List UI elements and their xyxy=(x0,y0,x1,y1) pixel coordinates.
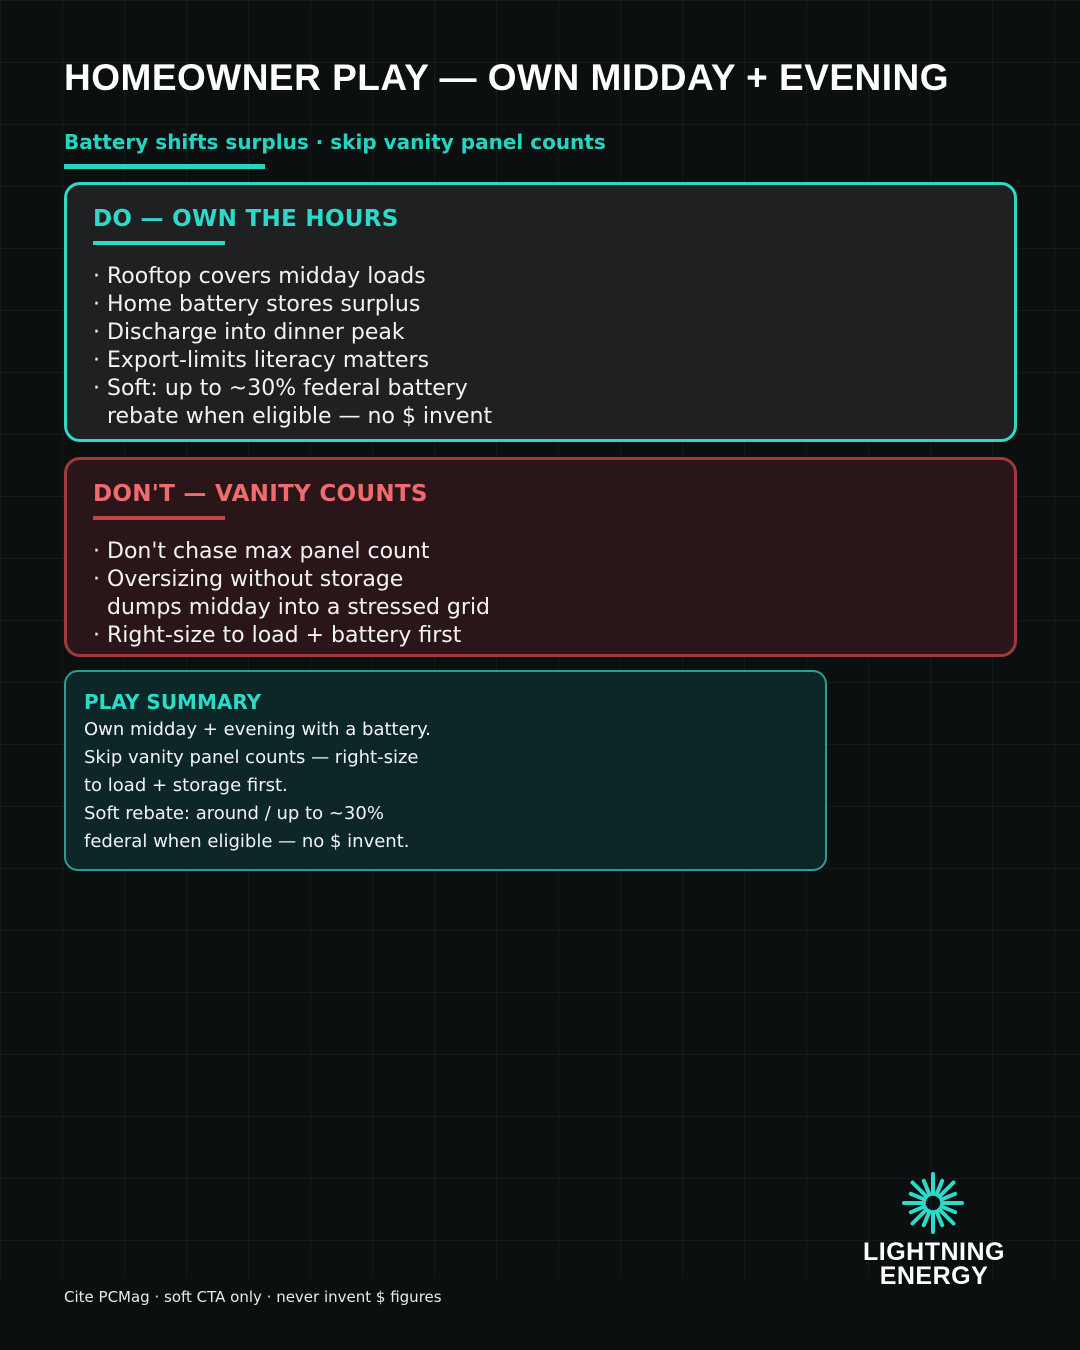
footer-note: Cite PCMag · soft CTA only · never invent $ figures xyxy=(64,1288,442,1306)
do-list-item: · Rooftop covers midday loads xyxy=(93,263,988,291)
brand-logo-text xyxy=(836,1240,1032,1288)
play-summary-card xyxy=(64,670,827,871)
do-heading-underline xyxy=(93,241,225,245)
do-list-item: · Export-limits literacy matters xyxy=(93,347,988,375)
summary-body: Own midday + evening with a battery. Skip vanity panel counts — right-size to load + storage first. Soft rebate: around / up to ~30% federal when eligible — no $ invent. xyxy=(84,719,431,852)
dont-card-heading: DON'T — VANITY COUNTS xyxy=(93,481,428,507)
dont-list-item: · Don't chase max panel count xyxy=(93,538,988,566)
do-card-heading: DO — OWN THE HOURS xyxy=(93,206,399,232)
page-subtitle: Battery shifts surplus · skip vanity panel counts xyxy=(64,130,606,154)
do-list-item: · Soft: up to ~30% federal battery rebate when eligible — no $ invent xyxy=(93,375,988,431)
page-title: HOMEOWNER PLAY — OWN MIDDAY + EVENING xyxy=(64,57,950,98)
summary-heading: PLAY SUMMARY xyxy=(84,690,262,714)
dont-list xyxy=(93,538,988,650)
do-list xyxy=(93,263,988,431)
dont-list-item: · Right-size to load + battery first xyxy=(93,622,988,650)
do-card xyxy=(64,182,1017,442)
dont-heading-underline xyxy=(93,516,225,520)
do-list-item: · Home battery stores surplus xyxy=(93,291,988,319)
sunburst-icon xyxy=(902,1172,964,1234)
dont-list-item: · Oversizing without storage dumps midday into a stressed grid xyxy=(93,566,988,622)
title-underline xyxy=(64,164,265,169)
brand-line-1: LIGHTNING xyxy=(863,1238,1005,1266)
dont-card xyxy=(64,457,1017,657)
do-list-item: · Discharge into dinner peak xyxy=(93,319,988,347)
brand-line-2: ENERGY xyxy=(879,1262,989,1290)
